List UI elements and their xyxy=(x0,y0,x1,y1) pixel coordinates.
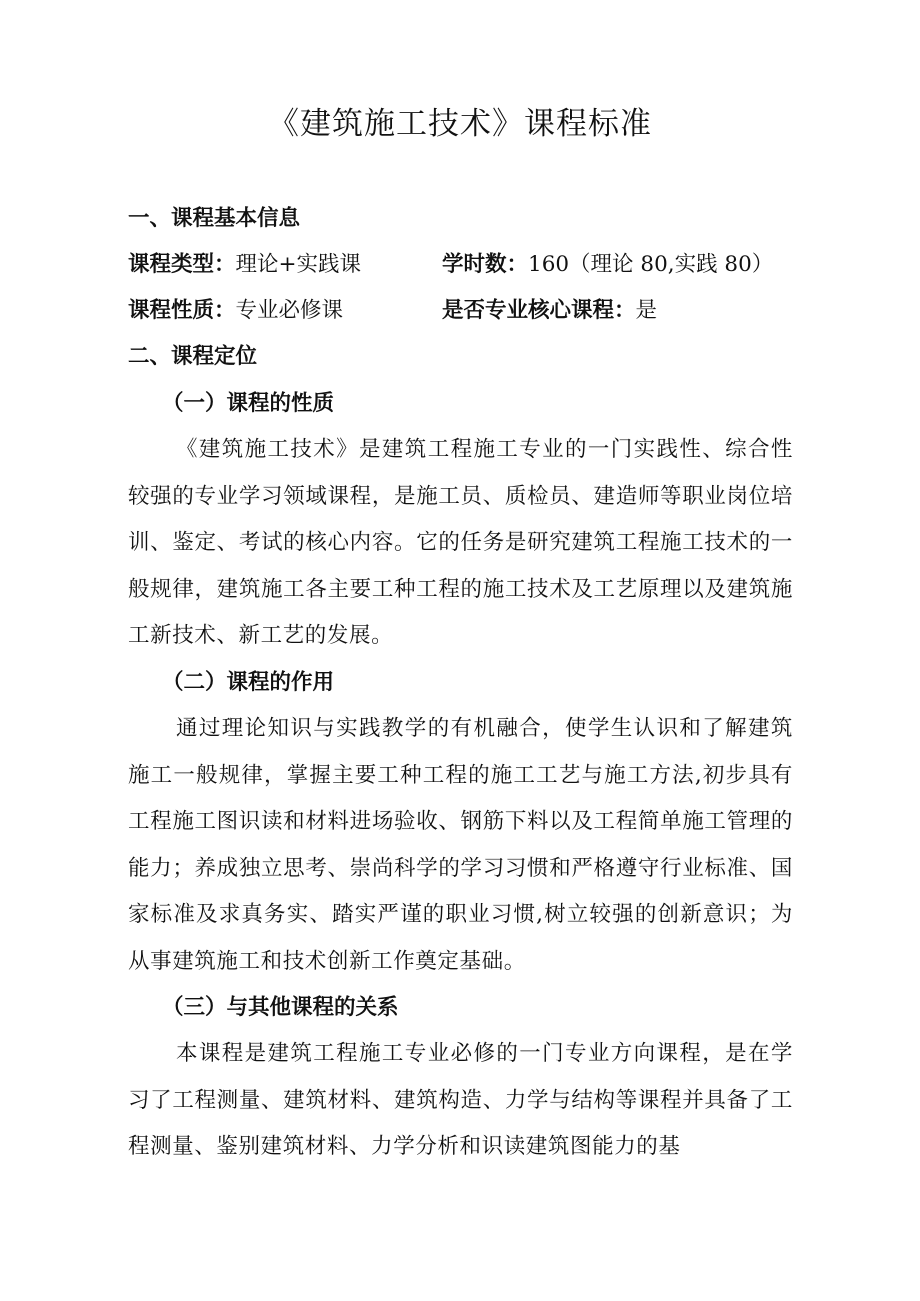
core-course-row xyxy=(442,296,657,326)
nature-value: 专业必修课 xyxy=(235,298,344,323)
course-type-row xyxy=(128,250,361,280)
hours-value: 160（理论 80,实践 80） xyxy=(528,252,774,277)
sub2-paragraph: 通过理论知识与实践教学的有机融合，使学生认识和了解建筑施工一般规律，掌握主要工种工程的施工工艺与施工方法,初步具有工程施工图识读和材料进场验收、钢筋下料以及工程简单施工管理的能力；养成独立思考、崇尚科学的学习习惯和严格遵守行业标准、国家标准及求真务实、踏实严谨的职业习惯,树立较强的创新意识；为从事建筑施工和技术创新工作奠定基础。 xyxy=(128,716,793,974)
sub2-heading: （二）课程的作用 xyxy=(162,670,335,695)
sub1-paragraph: 《建筑施工技术》是建筑工程施工专业的一门实践性、综合性较强的专业学习领域课程，是施工员、质检员、建造师等职业岗位培训、鉴定、考试的核心内容。它的任务是研究建筑工程施工技术的一般规律，建筑施工各主要工种工程的施工技术及工艺原理以及建筑施工新技术、新工艺的发展。 xyxy=(128,437,793,648)
hours-row xyxy=(442,250,773,280)
course-type-value: 理论+实践课 xyxy=(235,252,362,277)
course-type-label: 课程类型： xyxy=(128,252,236,277)
document-title: 《建筑施工技术》课程标准 xyxy=(268,106,652,142)
sub3-paragraph: 本课程是建筑工程施工专业必修的一门专业方向课程，是在学习了工程测量、建筑材料、建筑构造、力学与结构等课程并具备了工程测量、鉴别建筑材料、力学分析和识读建筑图能力的基 xyxy=(128,1041,793,1159)
hours-label: 学时数： xyxy=(442,252,529,277)
core-course-label: 是否专业核心课程： xyxy=(442,298,636,323)
core-course-value: 是 xyxy=(635,298,658,323)
section1-heading: 一、课程基本信息 xyxy=(128,206,301,231)
section2-heading: 二、课程定位 xyxy=(128,344,258,369)
nature-label: 课程性质： xyxy=(128,298,236,323)
nature-row xyxy=(128,296,343,326)
sub1-heading: （一）课程的性质 xyxy=(162,391,335,416)
sub3-heading: （三）与其他课程的关系 xyxy=(162,995,399,1020)
